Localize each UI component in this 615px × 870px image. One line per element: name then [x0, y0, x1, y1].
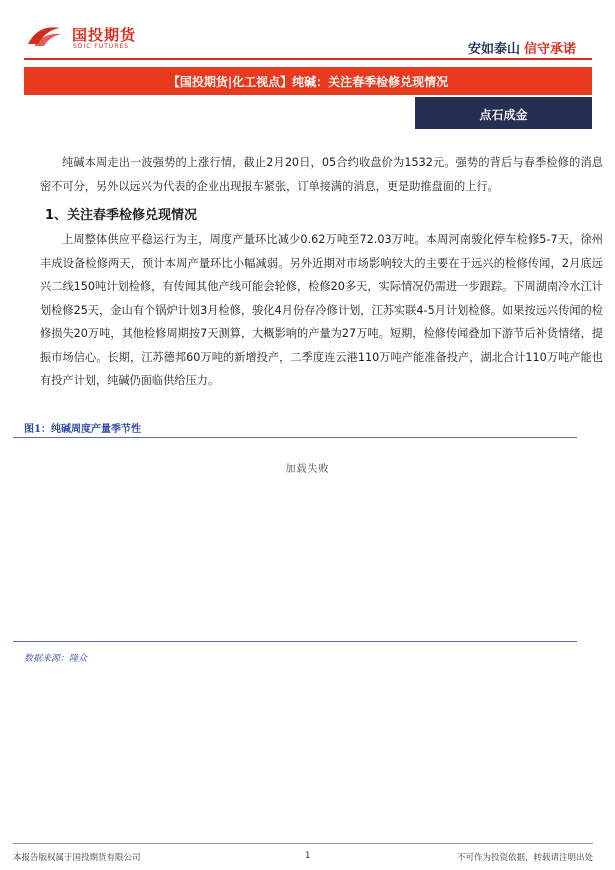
- slogan-part-1: 安如泰山: [467, 42, 520, 57]
- section-paragraph: 上周整体供应平稳运行为主，周度产量环比减少0.62万吨至72.03万吨。本周河南骏化停车检修5-7天，徐州丰成设备检修两天，预计本周产量环比小幅减弱。另外近期对市场影响较大的主要在于远兴的检修传闻，2月底远兴二线150吨计划检修，有传闻其他产线可能会轮修，检修20多天，实际情况仍需进一步跟踪。下周湖南冷水江计划检修25天，金山有个锅炉计划3月检修，骏化4月份存冷修计划，江苏实联4-5月计划检修。如果按远兴传闻的检修损失20万吨，其他检修周期按7天测算，大概影响的产量为27万吨。短期，检修传闻叠加下游节后补货情绪，提振市场信心。长期，江苏德邦60万吨的新增投产，二季度连云港110万吨产能准备投产，湖北合计110万吨产能也有投产计划，纯碱仍面临供给压力。: [40, 233, 603, 387]
- copyright-notice: 本报告版权属于国投期货有限公司: [13, 853, 141, 863]
- column-tag: [415, 97, 592, 129]
- slogan-part-2: 信守承诺: [523, 42, 576, 57]
- logo-english-name: SDIC FUTURES: [73, 43, 129, 50]
- page-number: 1: [305, 851, 311, 861]
- company-logo: [24, 22, 189, 52]
- figure-top-rule: [13, 437, 577, 438]
- section-heading: 1、关注春季检修兑现情况: [45, 208, 198, 223]
- column-tag-label: 点石成金: [479, 108, 528, 122]
- figure-bottom-rule: [13, 641, 577, 642]
- logo-mark-icon: [24, 22, 64, 50]
- intro-paragraph: 纯碱本周走出一波强势的上涨行情，截止2月20日，05合约收盘价为1532元。强势的背后与春季检修的消息密不可分，另外以远兴为代表的企业出现报车紧张，订单接满的消息，更是助推盘面的上行。: [40, 156, 603, 193]
- figure-source: 数据来源：隆众: [24, 654, 88, 664]
- page-header: [0, 0, 615, 64]
- slogan: [468, 38, 576, 57]
- figure-title: 图1：纯碱周度产量季节性: [24, 424, 141, 435]
- logo-chinese-name: 国投期货: [72, 26, 137, 44]
- disclaimer: 不可作为投资依据，转载请注明出处: [456, 853, 593, 863]
- header-divider: [24, 58, 592, 60]
- footer-divider: [13, 843, 593, 844]
- figure-load-failed-text: 加载失败: [285, 464, 330, 475]
- title-banner: [24, 67, 592, 95]
- report-title: 【国投期货|化工视点】纯碱：关注春季检修兑现情况: [167, 75, 449, 89]
